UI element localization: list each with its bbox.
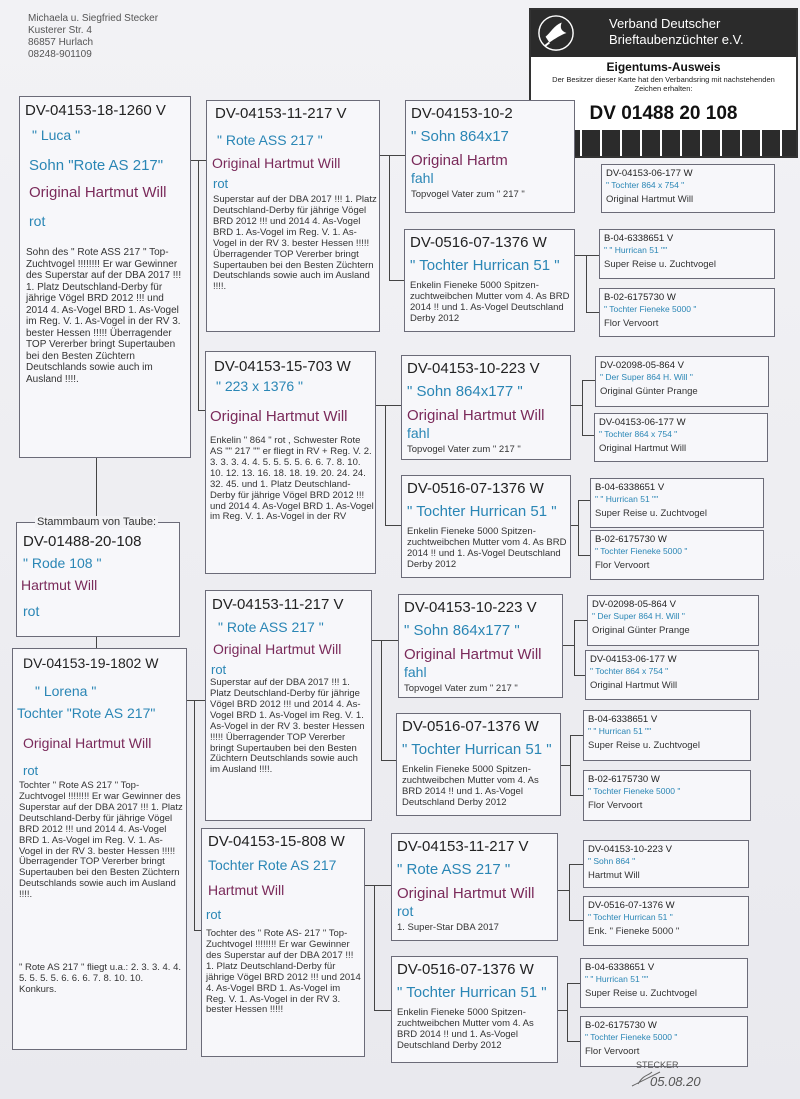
connector-line bbox=[381, 640, 382, 760]
ff-ring-id: DV-04153-11-217 V bbox=[215, 105, 347, 122]
gf-father-father-box bbox=[206, 100, 380, 332]
g4-name: " Tochter Fieneke 5000 " bbox=[604, 304, 697, 314]
connector-line bbox=[570, 735, 571, 795]
g4-ring-id: B-04-6338651 V bbox=[585, 962, 655, 973]
owner-street: Kusterer Str. 4 bbox=[28, 25, 92, 36]
g4-ring-id: DV-04153-06-177 W bbox=[599, 417, 686, 428]
g3-color: fahl bbox=[411, 170, 434, 186]
father-description: Sohn des " Rote ASS 217 " Top-Zuchtvogel !!!!!!!! Er war Gewinner des Superstar auf der DBA 2017 !!! 1. Platz Deutschland-Derby für jährige Vögel BRD 2012 !!! und 2014 4. As-Vogel BRD 1. As-Vogel im Reg. V. 1. As-Vogel in der RV 3. bester Hessen !!!!! Überragender TOP Vererber bringt Supertauben bei den Besten Züchtern Deutschlands sowie auch im Ausland !!!!. bbox=[26, 247, 182, 385]
g4-ring-id: B-02-6175730 W bbox=[604, 292, 676, 303]
g4-name: " " Hurrican 51 "" bbox=[595, 494, 659, 504]
g4-ring-id: B-02-6175730 W bbox=[585, 1020, 657, 1031]
g4-ring-id: B-04-6338651 V bbox=[604, 233, 674, 244]
gm-mother-mother-box bbox=[201, 828, 365, 1057]
stamp-note: Der Besitzer dieser Karte hat den Verbandsring mit nachstehenden Zeichen erhalten: bbox=[552, 75, 775, 93]
g4-box bbox=[580, 958, 748, 1008]
mother-color: rot bbox=[23, 763, 39, 778]
g3-box bbox=[401, 475, 571, 578]
g4-description: Super Reise u. Zuchtvogel bbox=[585, 989, 697, 999]
connector-line bbox=[389, 155, 390, 280]
stamp-title: Eigentums-Ausweis bbox=[606, 60, 721, 74]
g3-name: " Sohn 864x177 " bbox=[407, 383, 523, 400]
fm-name: " 223 x 1376 " bbox=[216, 378, 304, 394]
connector-line bbox=[194, 700, 195, 930]
stamp-ring-number: DV 01488 20 108 bbox=[589, 103, 738, 124]
g3-description: Topvogel Vater zum " 217 " bbox=[404, 683, 518, 694]
g4-box bbox=[595, 356, 769, 407]
main-name: " Rode 108 " bbox=[23, 555, 102, 571]
g3-name: " Rote ASS 217 " bbox=[397, 861, 511, 878]
g3-name: " Tochter Hurrican 51 " bbox=[397, 984, 547, 1001]
g3-description: Enkelin Fieneke 5000 Spitzen-zuchtweibchen Mutter vom 4. As BRD 2014 !! und 1. As-Vogel Deutschland Derby 2012 bbox=[402, 764, 539, 808]
g3-box bbox=[404, 229, 575, 332]
g4-ring-id: B-02-6175730 W bbox=[595, 534, 667, 545]
g3-ring-id: DV-04153-10-223 V bbox=[404, 599, 537, 616]
connector-line bbox=[586, 312, 599, 313]
g3-breeder: Original Hartmut Will bbox=[404, 646, 542, 663]
connector-line bbox=[374, 1010, 391, 1011]
mf-name: " Rote ASS 217 " bbox=[218, 619, 324, 635]
mother-name-2: Tochter "Rote AS 217" bbox=[17, 705, 156, 721]
connector-line bbox=[389, 280, 404, 281]
g4-name: " " Hurrican 51 "" bbox=[604, 245, 668, 255]
owner-phone: 08248-901109 bbox=[28, 49, 92, 60]
connector-line bbox=[574, 675, 585, 676]
g3-breeder: Original Hartmut Will bbox=[397, 885, 535, 902]
connector-line bbox=[194, 700, 205, 701]
connector-line bbox=[96, 458, 97, 522]
g4-box bbox=[587, 595, 759, 646]
g4-name: " Sohn 864 " bbox=[588, 856, 636, 866]
g3-ring-id: DV-0516-07-1376 W bbox=[407, 480, 544, 497]
connector-line bbox=[570, 735, 583, 736]
g4-ring-id: DV-04153-06-177 W bbox=[606, 168, 693, 179]
g3-name: " Tochter Hurrican 51 " bbox=[407, 503, 557, 520]
g3-color: fahl bbox=[407, 425, 430, 441]
g3-name: " Sohn 864x17 bbox=[411, 128, 509, 145]
g4-description: Original Hartmut Will bbox=[606, 195, 694, 205]
mother-name: " Lorena " bbox=[35, 683, 97, 699]
g3-ring-id: DV-0516-07-1376 W bbox=[397, 961, 534, 978]
connector-line bbox=[586, 255, 599, 256]
connector-line bbox=[381, 640, 398, 641]
mother-results: " Rote AS 217 " fliegt u.a.: 2. 3. 3. 4. 4. 5. 5. 5. 5. 6. 6. 6. 7. 8. 10. 10. Konkurs. bbox=[19, 962, 182, 995]
g4-box bbox=[594, 413, 768, 462]
g4-description: Original Hartmut Will bbox=[599, 444, 687, 454]
connector-line bbox=[582, 435, 594, 436]
g4-box bbox=[599, 288, 775, 337]
connector-line bbox=[582, 380, 583, 435]
g3-box bbox=[391, 956, 558, 1063]
father-color: rot bbox=[29, 213, 46, 229]
main-pigeon-box bbox=[16, 522, 180, 637]
g3-box bbox=[405, 100, 575, 213]
fm-ring-id: DV-04153-15-703 W bbox=[214, 358, 351, 375]
g3-description: 1. Super-Star DBA 2017 bbox=[397, 922, 499, 933]
g3-ring-id: DV-04153-10-223 V bbox=[407, 360, 540, 377]
g3-box bbox=[401, 355, 571, 460]
g4-box bbox=[583, 770, 751, 821]
g4-box bbox=[583, 896, 749, 946]
fm-breeder: Original Hartmut Will bbox=[210, 408, 348, 425]
owner-city: 86857 Hurlach bbox=[28, 37, 94, 48]
father-ring-id: DV-04153-18-1260 V bbox=[25, 102, 166, 119]
g4-ring-id: B-04-6338651 V bbox=[588, 714, 658, 725]
connector-line bbox=[574, 620, 575, 675]
father-name-2: Sohn "Rote AS 217" bbox=[29, 157, 164, 174]
g4-description: Super Reise u. Zuchtvogel bbox=[588, 741, 700, 751]
g3-box bbox=[396, 713, 561, 816]
connector-line bbox=[385, 525, 401, 526]
connector-line bbox=[374, 885, 391, 886]
owner-address bbox=[28, 13, 158, 61]
connector-line bbox=[567, 983, 580, 984]
g4-name: " Tochter 864 x 754 " bbox=[599, 429, 678, 439]
g3-breeder: Original Hartmut Will bbox=[407, 407, 545, 424]
g4-name: " Tochter Hurrican 51 " bbox=[588, 912, 673, 922]
g4-name: " " Hurrican 51 "" bbox=[585, 974, 649, 984]
mother-description: Tochter " Rote AS 217 " Top-Zuchtvogel !!!!!!!! Er war Gewinner des Superstar auf der DBA 2017 !!! 1. Platz Deutschland-Derby für jährige Vögel BRD 2012 !!! und 2014 4. As-Vogel BRD 1. As-Vogel im Reg. V. 1. As-Vogel in der RV 3. bester Hessen !!!!! Überragender TOP Vererber bringt Supertauben bei den Besten Züchtern Deutschlands sowie auch im Ausland !!!!. bbox=[19, 780, 183, 901]
ff-description: Superstar auf der DBA 2017 !!! 1. Platz Deutschland-Derby für jährige Vögel BRD 2012 !!! und 2014 4. As-Vogel BRD 1. As-Vogel im Reg. V. 1. As-Vogel in der RV 3. bester Hessen !!!!! Überragender TOP Vererber bringt Supertauben bei den Besten Züchtern Deutschlands sowie auch im Ausland !!!!. bbox=[213, 194, 377, 293]
mf-ring-id: DV-04153-11-217 V bbox=[212, 596, 344, 613]
g3-box bbox=[391, 833, 558, 941]
g3-description: Topvogel Vater zum " 217 " bbox=[407, 444, 521, 455]
g4-ring-id: DV-02098-05-864 V bbox=[600, 360, 684, 371]
pedigree-label: Stammbaum von Taube: bbox=[37, 516, 157, 528]
connector-line bbox=[374, 885, 375, 1010]
g4-box bbox=[590, 530, 764, 580]
connector-line bbox=[578, 555, 590, 556]
g3-ring-id: DV-0516-07-1376 W bbox=[410, 234, 547, 251]
mm-ring-id: DV-04153-15-808 W bbox=[208, 833, 345, 850]
g3-name: " Sohn 864x177 " bbox=[404, 622, 520, 639]
connector-line bbox=[569, 864, 570, 920]
stamp-header bbox=[531, 10, 796, 57]
g4-box bbox=[590, 478, 764, 528]
mother-ring-id: DV-04153-19-1802 W bbox=[23, 655, 159, 671]
g4-box bbox=[601, 164, 775, 213]
g3-box bbox=[398, 594, 563, 698]
connector-line bbox=[586, 255, 587, 312]
connector-line bbox=[198, 160, 206, 161]
mm-color: rot bbox=[206, 907, 222, 922]
ff-breeder: Original Hartmut Will bbox=[212, 155, 341, 171]
g4-description: Hartmut Will bbox=[588, 871, 640, 881]
g3-description: Enkelin Fieneke 5000 Spitzen-zuchtweibchen Mutter vom 4. As BRD 2014 !! und 1. As-Vogel Deutschland Derby 2012 bbox=[407, 526, 567, 570]
connector-line bbox=[567, 983, 568, 1041]
g4-ring-id: DV-0516-07-1376 W bbox=[588, 900, 675, 911]
g4-description: Enk. " Fieneke 5000 " bbox=[588, 927, 680, 937]
connector-line bbox=[578, 500, 590, 501]
mm-name: Tochter Rote AS 217 bbox=[208, 857, 337, 873]
connector-line bbox=[570, 795, 583, 796]
father-breeder: Original Hartmut Will bbox=[29, 184, 167, 201]
g4-ring-id: B-04-6338651 V bbox=[595, 482, 665, 493]
mf-color: rot bbox=[211, 662, 227, 677]
g4-description: Original Hartmut Will bbox=[590, 681, 678, 691]
g4-box bbox=[583, 710, 751, 761]
g3-ring-id: DV-0516-07-1376 W bbox=[402, 718, 539, 735]
g3-color: fahl bbox=[404, 664, 427, 680]
g4-name: " Der Super 864 H. Will " bbox=[600, 372, 693, 382]
connector-line bbox=[569, 920, 583, 921]
main-color: rot bbox=[23, 603, 40, 619]
dove-icon bbox=[537, 14, 575, 52]
gm-father-mother-box bbox=[205, 351, 376, 574]
g3-description: Topvogel Vater zum " 217 " bbox=[411, 189, 525, 200]
gf-mother-father-box bbox=[205, 590, 372, 821]
g4-description: Flor Vervoort bbox=[604, 319, 659, 329]
main-breeder: Hartmut Will bbox=[21, 577, 98, 593]
mf-breeder: Original Hartmut Will bbox=[213, 641, 342, 657]
father-name: " Luca " bbox=[32, 127, 81, 143]
connector-line bbox=[574, 620, 587, 621]
g3-breeder: Original Hartm bbox=[411, 152, 508, 169]
g4-ring-id: DV-04153-06-177 W bbox=[590, 654, 677, 665]
g4-box bbox=[585, 650, 759, 700]
stamp-org bbox=[609, 16, 744, 48]
connector-line bbox=[578, 500, 579, 555]
g4-description: Flor Vervoort bbox=[588, 801, 643, 811]
connector-line bbox=[385, 405, 386, 525]
mf-description: Superstar auf der DBA 2017 !!! 1. Platz Deutschland-Derby für jährige Vögel BRD 2012 !!! und 2014 4. As-Vogel BRD 1. As-Vogel im Reg. V. 1. As-Vogel in der RV 3. bester Hessen !!!!! Überragender TOP Vererber bringt Supertauben bei den Besten Züchtern Deutschlands sowie auch im Ausland !!!!. bbox=[210, 677, 365, 776]
connector-line bbox=[385, 405, 401, 406]
stamp-org-line2: Brieftaubenzüchter e.V. bbox=[609, 32, 744, 47]
connector-line bbox=[389, 155, 405, 156]
g3-ring-id: DV-04153-11-217 V bbox=[397, 838, 529, 855]
g4-description: Original Günter Prange bbox=[592, 626, 690, 636]
svg-text:STECKER: STECKER bbox=[636, 1060, 679, 1070]
g4-name: " Tochter Fieneke 5000 " bbox=[588, 786, 681, 796]
g4-description: Original Günter Prange bbox=[600, 387, 698, 397]
g4-description: Super Reise u. Zuchtvogel bbox=[604, 260, 716, 270]
g4-description: Flor Vervoort bbox=[595, 561, 650, 571]
connector-line bbox=[96, 637, 97, 648]
g4-ring-id: B-02-6175730 W bbox=[588, 774, 660, 785]
g4-name: " Tochter 864 x 754 " bbox=[590, 666, 669, 676]
connector-line bbox=[582, 380, 595, 381]
g4-box bbox=[599, 229, 775, 279]
g4-ring-id: DV-02098-05-864 V bbox=[592, 599, 676, 610]
g3-color: rot bbox=[397, 903, 414, 919]
g4-box bbox=[583, 840, 749, 888]
connector-line bbox=[198, 160, 199, 410]
main-ring-id: DV-01488-20-108 bbox=[23, 533, 142, 550]
signature bbox=[630, 1054, 740, 1094]
stamp-org-line1: Verband Deutscher bbox=[609, 16, 721, 31]
svg-text:05.08.20: 05.08.20 bbox=[650, 1074, 701, 1089]
g4-description: Super Reise u. Zuchtvogel bbox=[595, 509, 707, 519]
ff-color: rot bbox=[213, 176, 229, 191]
connector-line bbox=[569, 864, 583, 865]
g4-name: " " Hurrican 51 "" bbox=[588, 726, 652, 736]
fm-description: Enkelin " 864 " rot , Schwester Rote AS "" 217 "" er fliegt in RV + Reg. V. 2. 3. 3. 3. 4. 4. 5. 5. 5. 5. 6. 6. 7. 8. 10. 10. 12. 13. 16. 18. 18. 19. 20. 24. 24. 32. 45. und 1. Platz Deutschland-Derby für jährige Vögel BRD 2012 !!! und 2014 4. As-Vogel BRD 1. As-Vogel im Reg. V. 1. As-Vogel in der RV bbox=[210, 435, 374, 523]
connector-line bbox=[567, 1041, 580, 1042]
g3-description: Enkelin Fieneke 5000 Spitzen-zuchtweibchen Mutter vom 4. As BRD 2014 !! und 1. As-Vogel Deutschland Derby 2012 bbox=[397, 1007, 534, 1051]
g3-ring-id: DV-04153-10-2 bbox=[411, 105, 513, 122]
mm-breeder: Hartmut Will bbox=[208, 882, 285, 898]
g4-name: " Tochter Fieneke 5000 " bbox=[595, 546, 688, 556]
g3-name: " Tochter Hurrican 51 " bbox=[410, 257, 560, 274]
connector-line bbox=[381, 760, 396, 761]
mother-breeder: Original Hartmut Will bbox=[23, 735, 152, 751]
mm-description: Tochter des " Rote AS- 217 " Top-Zuchtvogel !!!!!!!! Er war Gewinner des Superstar auf der DBA 2017 !!! 1. Platz Deutschland-Derby für jährige Vögel BRD 2012 !!! und 2014 4. As-Vogel BRD 1. As-Vogel im Reg. V. 1. As-Vogel in der RV 3. bester Hessen !!!!! bbox=[206, 928, 361, 1016]
g3-name: " Tochter Hurrican 51 " bbox=[402, 741, 552, 758]
g4-ring-id: DV-04153-10-223 V bbox=[588, 844, 672, 855]
g4-name: " Tochter Fieneke 5000 " bbox=[585, 1032, 678, 1042]
owner-name: Michaela u. Siegfried Stecker bbox=[28, 13, 159, 24]
g4-name: " Der Super 864 H. Will " bbox=[592, 611, 685, 621]
g3-description: Enkelin Fieneke 5000 Spitzen-zuchtweibchen Mutter vom 4. As BRD 2014 !! und 1. As-Vogel Deutschland Derby 2012 bbox=[410, 280, 570, 324]
mother-box bbox=[12, 648, 187, 1050]
g4-name: " Tochter 864 x 754 " bbox=[606, 180, 685, 190]
father-box bbox=[19, 96, 191, 458]
g4-description: Flor Vervoort bbox=[585, 1047, 640, 1057]
ff-name: " Rote ASS 217 " bbox=[217, 132, 323, 148]
